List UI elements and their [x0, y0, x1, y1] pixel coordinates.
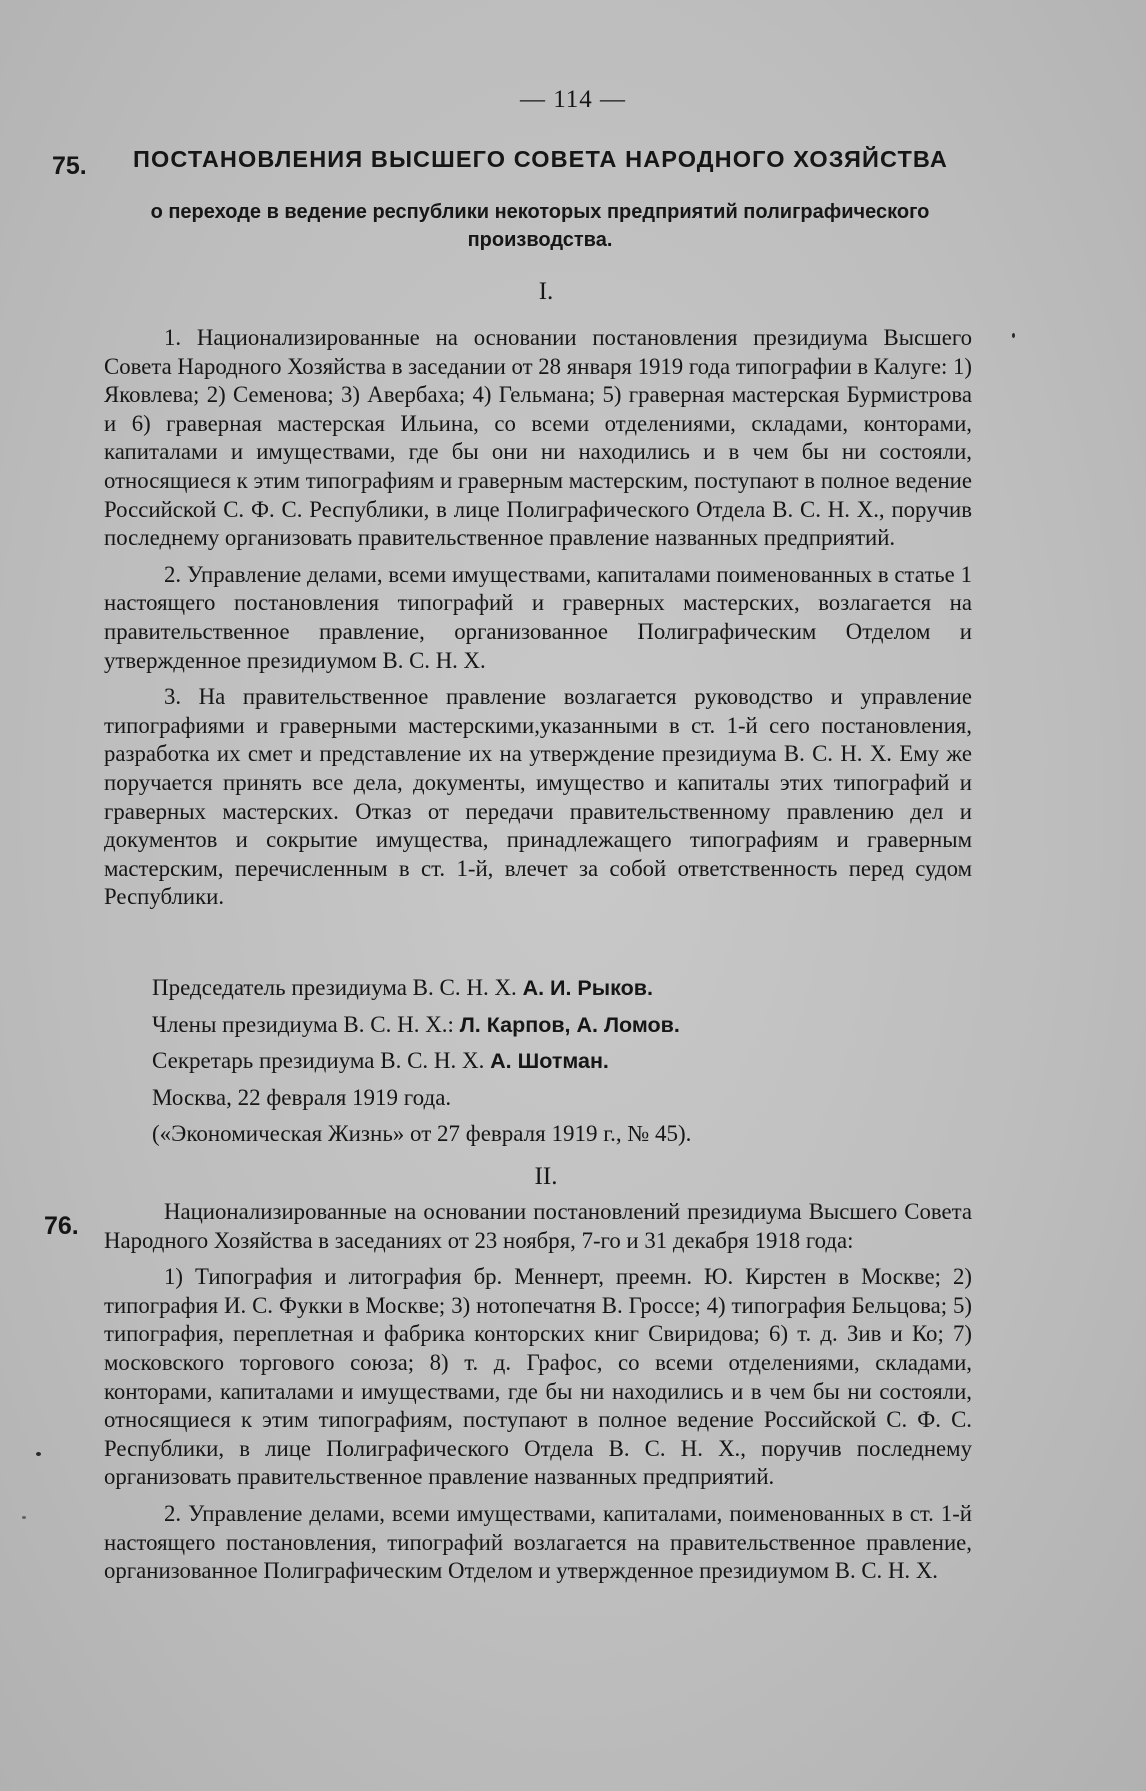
chairman-name: А. И. Рыков. [522, 976, 653, 1000]
section-numeral-1: I. [538, 278, 554, 305]
place-date: Москва, 22 февраля 1919 года. [152, 1084, 452, 1110]
document-title: ПОСТАНОВЛЕНИЯ ВЫСШЕГО СОВЕТА НАРОДНОГО ХОЗЯЙСТВА [133, 146, 948, 172]
signature-block [152, 970, 972, 1153]
ink-speck [22, 1516, 26, 1519]
secretary-line [152, 1043, 972, 1080]
paragraph: 2. Управление делами, всеми имуществами, капиталами поименованных в статье 1 настоящего постановления типографий и граверных мастерских, возлагается на правительственное правление, организованное Полиграфическим Отделом и утвержденное президиумом В. С. Н. Х. [104, 561, 972, 673]
secretary-label: Секретарь президиума В. С. Н. Х. [152, 1048, 485, 1073]
paragraph: 1. Национализированные на основании постановления президиума Высшего Совета Народного Хозяйства в заседании от 28 января 1919 года типографии в Калуге: 1) Яковлева; 2) Семенова; 3) Авербаха; 4) Гельмана; 5) граверная мастерская Бурмистрова и 6) граверная мастерская Ильина, со всеми отделениями, складами, конторами, капиталами и имуществами, где бы они ни находились и в чем бы ни состояли, относящиеся к этим типографиям и граверным мастерским, поступают в полное ведение Российской С. Ф. С. Республики, в лице Полиграфического Отдела В. С. Н. Х., поручив последнему организовать правительственное правление названных предприятий. [104, 325, 972, 551]
document-number-76: 76. [44, 1212, 79, 1240]
paragraph: 1) Типография и литография бр. Меннерт, преемн. Ю. Кирстен в Москве; 2) типография И. С. Фукки в Москве; 3) нотопечатня В. Гроссе; 4) типография Бельцова; 5) типография, переплетная и фабрика конторских книг Свиридова; 6) т. д. Зив и Ко; 7) московского торгового союза; 8) т. д. Графос, со всеми отделениями, складами, конторами, капиталами и имуществами, где бы ни находились и в чем бы ни состояли, относящиеся к этим типографиям, поступают в полное ведение Российской С. Ф. С. Республики, в лице Полиграфического Отдела В. С. Н. Х., поручив последнему организовать правительственное правление названных предприятий. [104, 1264, 972, 1490]
section-2-body [104, 1198, 972, 1586]
ink-speck [1012, 333, 1015, 338]
paragraph: 3. На правительственное правление возлагается руководство и управление типографиями и граверными мастерскими,указанными в ст. 1-й сего постановления, разработка их смет и представление их на утверждение президиума В. С. Н. Х. Ему же поручается принять все дела, документы, имущество и капиталы этих типографий и граверных мастерских. Отказ от передачи правительственному правлению дел и документов и сокрытие имущества, принадлежащего типографиям и граверным мастерским, перечисленным в ст. 1-й, влечет за собой ответственность перед судом Республики. [104, 684, 972, 910]
source-citation: («Экономическая Жизнь» от 27 февраля 1919 г., № 45). [152, 1121, 692, 1146]
section-numeral-2: II. [534, 1163, 558, 1190]
members-names: Л. Карпов, А. Ломов. [459, 1012, 680, 1037]
page-number: — 114 — [519, 86, 627, 113]
ink-speck [36, 1452, 41, 1456]
secretary-name: А. Шотман. [490, 1049, 609, 1073]
paragraph: Национализированные на основании постановлений президиума Высшего Совета Народного Хозяйства в заседаниях от 23 ноября, 7-го и 31 декабря 1918 года: [104, 1199, 972, 1253]
chairman-label: Председатель президиума В. С. Н. Х. [152, 975, 517, 1000]
document-subtitle: о переходе в ведение республики некоторых предприятий полиграфического производства. [150, 201, 930, 251]
section-1-body [104, 324, 972, 912]
members-line [152, 1007, 972, 1044]
document-number-75: 75. [52, 152, 87, 180]
paragraph: 2. Управление делами, всеми имуществами, капиталами, поименованных в ст. 1-й настоящего постановления, типографий возлагается на правительственное правление, организованное Полиграфическим Отделом и утвержденное президиумом В. С. Н. Х. [104, 1500, 972, 1584]
members-label: Члены президиума В. С. Н. Х.: [152, 1011, 454, 1037]
chairman-line [152, 970, 972, 1007]
